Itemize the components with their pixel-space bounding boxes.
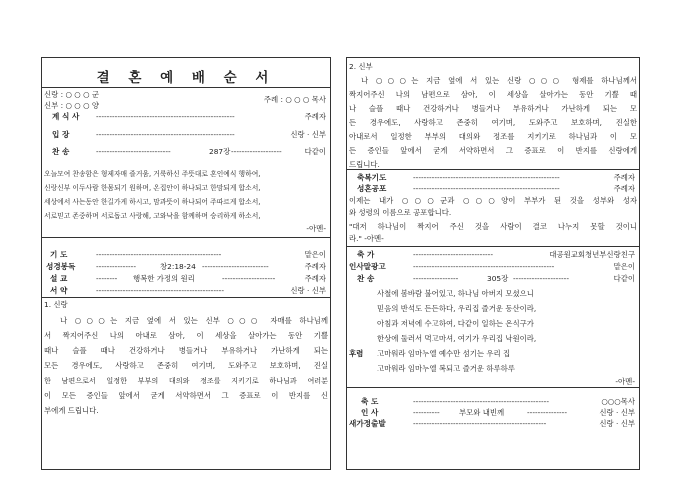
order-dashes: --------------- <box>527 408 568 417</box>
bride-name: 신부 : ○ ○ ○ 양 <box>44 101 100 110</box>
section-divider <box>347 169 639 170</box>
order-label: 계 식 사 <box>52 112 80 121</box>
order-role: 주례자 <box>613 184 635 193</box>
order-label: 인사말광고 <box>349 262 386 271</box>
order-dashes: ------------------------------ <box>413 250 494 259</box>
order-role: 맡은이 <box>304 250 326 259</box>
order-dashes: ------------------------- <box>202 262 269 271</box>
order-role: 신랑 · 신부 <box>599 419 635 428</box>
vow-line: 부에게 드립니다. <box>44 406 99 415</box>
vow-line: 짝지어주신 나의 남편으로 삼아, 이 세상을 살아가는 동안 기쁠 때 <box>349 90 637 99</box>
order-label: 설 교 <box>50 274 68 283</box>
order-dashes: ------------------------------------------------------- <box>413 184 560 193</box>
vow-line: 나 슬플 때나 건강하거나 병들거나 부유하거나 가난하게 되는 모 <box>349 104 637 113</box>
order-dashes: ------------------------------------------------ <box>96 286 225 295</box>
hymn-line: 신랑신부 이두사람 한몸되기 원하며, 온집안이 하나되고 한맘되게 합소서, <box>44 184 261 192</box>
section-divider <box>42 237 330 238</box>
order-mid: 창2:18-24 <box>160 262 196 271</box>
order-label: 축 도 <box>361 397 379 406</box>
groom-name: 신랑 : ○ ○ ○ 군 <box>44 90 100 99</box>
vow-line: 나 ○○○는 지금 옆에 서 있는 신부 ○○○ 자매를 하나님께 <box>60 316 328 325</box>
vow-heading: 1. 신랑 <box>44 300 68 309</box>
hymn-line: 믿음의 반석도 든든하다, 우리집 즐거운 동산이라, <box>377 304 537 313</box>
order-label: 축 가 <box>357 250 375 259</box>
page-title: 결 혼 예 배 순 서 <box>96 70 276 86</box>
order-dashes: ---------------------------------------------------- <box>96 130 235 139</box>
amen-text: -아멘- <box>615 377 635 386</box>
vow-line: 드립니다. <box>349 160 380 169</box>
order-role: 주례자 <box>304 112 326 121</box>
order-label: 찬 송 <box>52 147 70 156</box>
title-divider <box>42 87 330 88</box>
scripture-quote: "대저 하나님이 짝지어 주신 것을 사람이 결코 나누지 못할 것이니 <box>349 222 637 231</box>
order-label: 서 약 <box>50 286 68 295</box>
vow-line: 서 짝지어주신 나의 아내로 삼아, 이 세상을 살아가는 동안 기쁠 <box>44 331 328 340</box>
refrain-line: 고마워라 임마누엘 복되고 즐거운 하루하루 <box>377 364 515 373</box>
order-dashes: -------- <box>96 274 118 283</box>
order-role: 주례자 <box>304 274 326 283</box>
section-divider <box>347 387 639 388</box>
order-dashes: --------------- <box>96 262 137 271</box>
order-label: 성혼공포 <box>357 184 387 193</box>
order-dashes: ------------------- <box>231 147 282 156</box>
order-mid: 행복한 가정의 원리 <box>133 274 195 283</box>
vow-line: 이 모든 증인들 앞에서 굳게 서약하면서 그 증표로 이 반지를 신 <box>44 391 328 400</box>
order-label: 새가정출발 <box>349 419 386 428</box>
vow-line: 든 증인들 앞에서 굳게 서약하면서 그 증표로 이 반지를 신랑에게 <box>349 146 637 155</box>
scripture-quote: 라." -아멘- <box>349 234 384 243</box>
order-dashes: -------------------- <box>222 274 276 283</box>
order-label: 찬 송 <box>357 274 375 283</box>
order-label: 기 도 <box>50 250 68 259</box>
order-role: 주례자 <box>613 173 635 182</box>
proclamation-line: 와 성령의 이름으로 공포합니다. <box>349 208 452 217</box>
order-dashes: ---------------------------- <box>96 147 171 156</box>
refrain-line: 고마워라 임마누엘 예수만 섬기는 우리 집 <box>377 349 511 358</box>
order-label: 인 사 <box>361 408 379 417</box>
order-mid: 287장 <box>209 147 231 156</box>
order-dashes: ----------------------------------------------- <box>96 250 222 259</box>
vow-line: 나 ○○○는 지금 옆에 서 있는 신랑 ○○○ 형제를 하나님께서 <box>361 76 637 85</box>
vow-line: 한 남편으로서 일정한 부부의 대의와 정조를 지키기로 하나님과 여러분 <box>44 376 328 385</box>
order-mid: 305장 <box>487 274 509 283</box>
order-label: 입 장 <box>52 130 70 139</box>
vow-line: 아내로서 일정한 부부의 대의와 정조를 지키기로 하나님과 이 모 <box>349 132 637 141</box>
order-dashes: ----------------------------------------------------- <box>413 262 555 271</box>
order-mid: 부모와 내빈께 <box>459 408 505 417</box>
order-dashes: --------------------- <box>513 274 570 283</box>
order-role: ○○○목사 <box>601 397 635 406</box>
order-dashes: ----------------- <box>413 274 459 283</box>
order-role: 신랑 · 신부 <box>599 408 635 417</box>
amen-text: -아멘- <box>306 224 326 233</box>
order-dashes: ------------------------------------------------------- <box>413 173 560 182</box>
order-role: 신랑 · 신부 <box>290 130 326 139</box>
order-role: 대공원교회청년부신랑친구 <box>549 250 635 259</box>
order-role: 맡은이 <box>613 262 635 271</box>
section-divider <box>347 246 639 247</box>
order-dashes: --------------------------------------------------- <box>413 397 550 406</box>
refrain-label: 후렴 <box>349 349 364 358</box>
order-role: 신랑 · 신부 <box>290 286 326 295</box>
order-role: 다같이 <box>613 274 635 283</box>
officiant-name: 주례 : ○ ○ ○ 목사 <box>263 95 326 104</box>
hymn-line: 오늘모여 찬송함은 형제자매 즐거움, 거룩하신 주뜻대로 혼인예식 행하여, <box>44 170 261 178</box>
hymn-line: 서로믿고 존중하며 서로돕고 사랑해, 고와낙을 함께하며 승리하게 하소서, <box>44 212 261 220</box>
order-dashes: ---------- <box>413 408 440 417</box>
section-divider <box>42 297 330 298</box>
vow-heading: 2. 신부 <box>349 62 373 71</box>
hymn-line: 세상에서 사는동안 한길가게 하시고, 맘과뜻이 하나되어 주따르게 합소서, <box>44 198 261 206</box>
vow-line: 든 경우에도, 사랑하고 존중히 여기며, 도와주고 보호하며, 진실한 <box>349 118 637 127</box>
order-dashes: -------------------------------------------------- <box>413 419 547 428</box>
proclamation-line: 이제는 내가 ○○○군과 ○○○양이 부부가 된 것을 성부와 성자 <box>349 196 637 205</box>
vow-line: 모든 경우에도, 사랑하고 존중히 여기며, 도와주고 보호하며, 진실 <box>44 361 328 370</box>
hymn-line: 한상에 둘러서 먹고마셔, 여기가 우리집 낙원이라, <box>377 334 537 343</box>
order-dashes: ---------------------------------------------------- <box>96 112 235 121</box>
order-label: 축복기도 <box>357 173 387 182</box>
right-panel <box>346 57 640 470</box>
left-panel <box>41 57 331 470</box>
hymn-line: 아침과 저녁에 수고하여, 다같이 일하는 온식구가 <box>377 319 534 328</box>
hymn-line: 사철에 봄바람 불어있고, 하나님 아버지 모셨으니 <box>377 289 534 298</box>
order-role: 주례자 <box>304 262 326 271</box>
order-role: 다같이 <box>304 147 326 156</box>
order-label: 성경봉독 <box>46 262 76 271</box>
vow-line: 때나 슬플 때나 건강하거나 병들거나 부유하거나 가난하게 되는 <box>44 346 328 355</box>
